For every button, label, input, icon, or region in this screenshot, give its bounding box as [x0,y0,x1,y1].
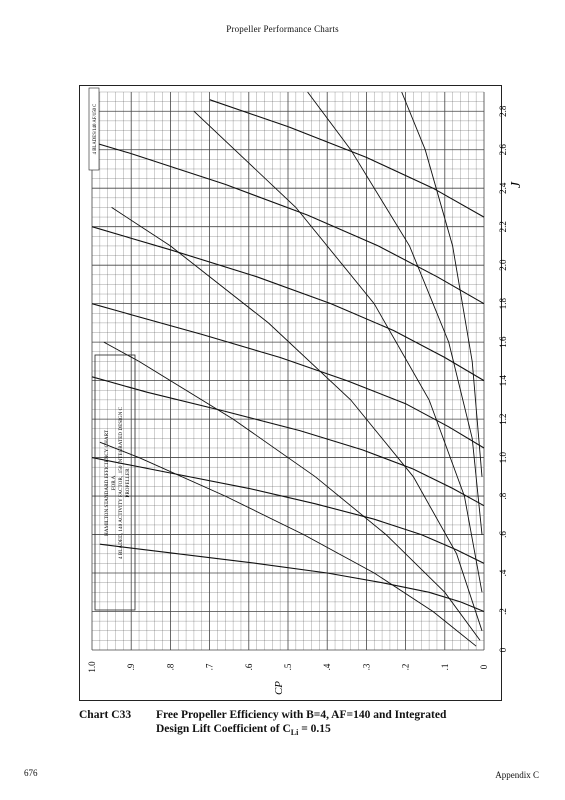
x-tick-label: 2.6 [498,144,508,156]
caption-line-1: Free Propeller Efficiency with B=4, AF=140 and Integrated [156,709,447,721]
x-tick-label: 2.4 [498,182,508,194]
caption-symbol: C [282,723,291,735]
page-number: 676 [24,768,38,778]
caption-label: Chart C33 [79,709,132,721]
x-tick-label: 2.0 [498,259,508,271]
y-tick-label: .3 [361,663,372,671]
x-tick-label: 2.8 [498,105,508,117]
caption-line-2-prefix: Design Lift Coefficient of [156,723,280,735]
blade-angle-curve-6 [210,100,484,217]
y-tick-label: .1 [439,663,450,671]
y-tick-label: 0 [479,664,489,670]
y-tick-label: .6 [243,663,254,671]
y-tick-label: .2 [400,663,411,671]
y-tick-label: 1.0 [87,661,97,673]
y-tick-label: .8 [165,663,176,671]
x-axis-label: J [509,181,524,189]
y-tick-label: .5 [283,663,293,671]
y-tick-label: .4 [322,663,333,671]
x-tick-label: 1.0 [498,451,508,464]
y-axis-label: CP [273,680,285,696]
chart-grid [92,92,484,650]
x-tick-label: .4 [498,569,508,577]
axis-labels [273,181,524,695]
y-tick-label: .9 [126,663,137,671]
chart-title-line-3: 4 BLADED, 140 ACTIVITY FACTOR, .150 INTEGRATED DESIGN C [118,406,124,560]
x-tick-label: 1.6 [498,336,508,348]
chart-title-line-2: FOR A [111,475,117,491]
efficiency-curve-8 [104,342,480,640]
page-header: Propeller Performance Charts [226,24,339,34]
chart-title-block [89,88,135,610]
caption-subscript: L [290,728,297,737]
corner-label: 4 BLADES/140 AF/150 C [93,103,98,155]
x-tick-label: 1.8 [498,298,508,310]
x-tick-label: 1.4 [498,374,508,387]
y-tick-label: .7 [204,663,215,671]
caption-line-2-suffix: = 0.15 [301,723,331,735]
chart-title-line-1: HAMILTON STANDARD EFFICIENCY CHART [104,430,110,536]
x-tick-label: 1.2 [498,413,508,425]
section-label: Appendix C [495,770,539,780]
x-tick-label: .2 [498,608,508,615]
caption-line-2: Design Lift Coefficient of $C_{Li} = 0.15$ [156,723,331,737]
x-tick-label: .6 [498,531,508,538]
x-tick-label: 0 [498,647,508,653]
blade-angle-curve-0 [100,544,484,611]
chart-title-line-4: PROPELLER [125,468,131,498]
x-tick-label: .8 [498,492,508,500]
x-tick-label: 2.2 [498,221,508,233]
